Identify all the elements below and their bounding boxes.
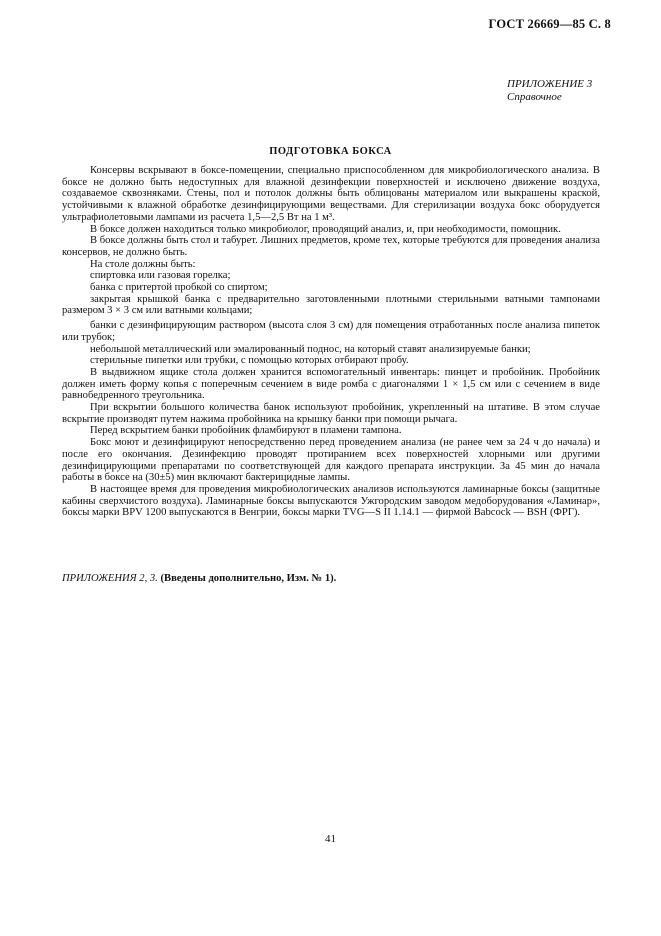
paragraph: Перед вскрытием банки пробойник фламбируют в пламени тампона. xyxy=(90,425,402,437)
paragraph: В боксе должны быть стол и табурет. Лишних предметов, кроме тех, которые требуются для проведения анализа консервов, не должно быть. xyxy=(62,235,600,258)
paragraph: В выдвижном ящике стола должен хранится вспомогательный инвентарь: пинцет и пробойник. Пробойник должен иметь форму копья с поперечным сечением в виде ромба с диагоналями 1 × 1,5 см или с сечением в виде равнобедренного треугольника. xyxy=(62,366,600,402)
note-text: (Введены дополнительно, Изм. № 1). xyxy=(160,573,337,584)
paragraph: Консервы вскрывают в боксе-помещении, специально приспособленном для микробиологического анализа. В боксе не должно быть недоступных для влажной дезинфекции поверхностей и исключено движение воздуха, создаваемое сквозняками. Стены, пол и потолок должны быть облицованы материалом или выкрашены краской, устойчивыми к влажной обработке дезинфицирующими веществами. Для стерилизации воздуха бокс оборудуется ультрафиолетовыми лампами из расчета 1,5—2,5 Вт на 1 м³. xyxy=(62,165,600,223)
appendix-label: ПРИЛОЖЕНИЕ 3 xyxy=(507,78,593,90)
appendix-block xyxy=(507,78,592,104)
list-item: банки с дезинфицирующим раствором (высота слоя 3 см) для помещения отработанных после анализа пипеток или трубок; xyxy=(62,320,600,343)
appendix-type: Справочное xyxy=(507,91,562,103)
paragraph: Бокс моют и дезинфицируют непосредственно перед проведением анализа (не ранее чем за 24 ч до начала) и после его окончания. Дезинфекцию проводят протиранием всех поверхностей хлорными или другими дезинфицирующими препаратами по соответствующей для каждого препарата инструкции. За 45 мин до начала работы в боксе на (30±5) мин включают бактерицидные лампы. xyxy=(62,437,600,484)
paragraph: В боксе должен находиться только микробиолог, проводящий анализ, и, при необходимости, помощник. xyxy=(90,223,561,235)
note-ref: ПРИЛОЖЕНИЯ 2, 3. xyxy=(62,573,158,584)
list-item: банка с притертой пробкой со спиртом; xyxy=(90,282,268,294)
list-item: спиртовка или газовая горелка; xyxy=(90,270,231,282)
paragraph: При вскрытии большого количества банок используют пробойник, укрепленный на штативе. В этом случае вскрытие производят путем нажима пробойника на крышку банки при помощи рычага. xyxy=(62,402,600,425)
section-title: ПОДГОТОВКА БОКСА xyxy=(269,146,392,157)
document-header: ГОСТ 26669—85 С. 8 xyxy=(488,17,611,31)
page-number: 41 xyxy=(325,833,336,845)
body-text xyxy=(62,165,600,519)
amendment-note xyxy=(62,573,336,584)
list-item: закрытая крышкой банка с предварительно заготовленными плотными стерильными ватными тампонами размером 3 × 3 см или ватными кольцами; xyxy=(62,293,600,317)
list-item: стерильные пипетки или трубки, с помощью которых отбирают пробу. xyxy=(90,355,409,367)
paragraph: В настоящее время для проведения микробиологических анализов используются ламинарные боксы (защитные кабины сверхчистого воздуха). Ламинарные боксы выпускаются Ужгородским заводом медоборудования «Ламинар», боксы марки BPV 1200 выпускаются в Венгрии, боксы марки TVG—S II 1.14.1 — фирмой Babcock — BSH (ФРГ). xyxy=(62,483,600,519)
paragraph: На столе должны быть: xyxy=(90,258,196,270)
list-item: небольшой металлический или эмалированный поднос, на который ставят анализируемые банки; xyxy=(90,343,531,355)
